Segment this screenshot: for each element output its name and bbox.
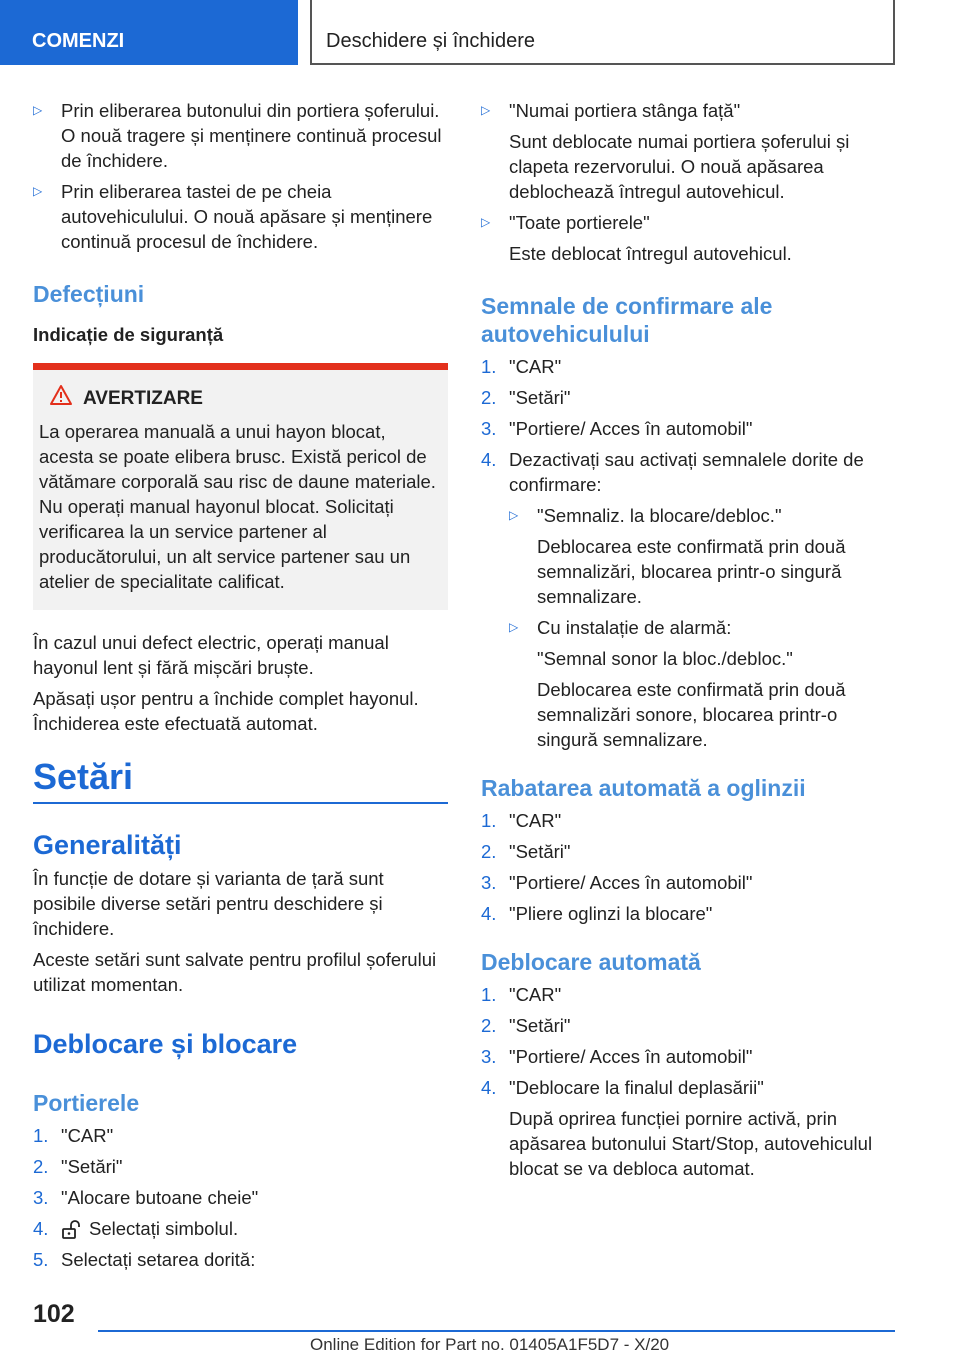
list-item: ▷ "Toate portierele" xyxy=(481,212,650,233)
defects-heading: Defecțiuni xyxy=(33,281,145,307)
option-quote: "Semnal sonor la bloc./debloc." xyxy=(537,648,793,669)
list-item: ▷ "Numai portiera stânga față" xyxy=(481,100,741,121)
triangle-bullet-icon: ▷ xyxy=(33,184,43,198)
step-item: 2. "Setări" xyxy=(33,1156,123,1177)
step-item: 3. "Portiere/ Acces în automobil" xyxy=(481,418,753,439)
option-description: După oprirea funcției pornire activă, prin apăsarea butonului Start/Stop, autovehiculul blocat se va debloca automat. xyxy=(509,1108,873,1179)
paragraph: Apăsați ușor pentru a închide complet hayonul. Închiderea este efectuată automat. xyxy=(33,688,419,734)
chapter-tab[interactable]: COMENZI xyxy=(0,0,298,65)
step-item: 1. "CAR" xyxy=(481,356,562,377)
triangle-bullet-icon: ▷ xyxy=(481,103,491,117)
paragraph: În funcție de dotare și varianta de țară sunt posibile diverse setări pentru deschidere și închidere. xyxy=(33,868,384,939)
step-item: 2. "Setări" xyxy=(481,841,571,862)
step-item: 2. "Setări" xyxy=(481,387,571,408)
warning-text: La operarea manuală a unui hayon blocat, acesta se poate elibera brusc. Există pericol de vătămare corporală sau risc de daune materiale. Nu operați manual hayonul blocat. Solicitați verificarea la un service partener al producătorului, un alt service partener sau un atelier de specialitate calificat. xyxy=(39,421,436,592)
triangle-bullet-icon: ▷ xyxy=(33,103,43,117)
warning-box xyxy=(33,363,448,610)
list-item: ▷ "Semnaliz. la blocare/debloc." xyxy=(509,505,782,526)
safety-heading: Indicație de siguranță xyxy=(33,324,224,345)
option-description: Este deblocat întregul autovehicul. xyxy=(509,243,792,264)
option-description: Deblocarea este confirmată prin două semnalizări, blocarea printr-o singură semnalizare. xyxy=(537,536,846,607)
list-item: ▷ Prin eliberarea butonului din portiera șoferului. O nouă tragere și menținere continuă procesul de închidere. xyxy=(33,100,442,171)
step-item: 3. "Alocare butoane cheie" xyxy=(33,1187,259,1208)
step-item: 2. "Setări" xyxy=(481,1015,571,1036)
step-item: 4. "Deblocare la finalul deplasării" xyxy=(481,1077,764,1098)
step-item: 1. "CAR" xyxy=(481,984,562,1005)
warning-triangle-icon xyxy=(49,384,73,406)
step-item: 5. Selectați setarea dorită: xyxy=(33,1249,256,1270)
unlock-icon xyxy=(61,1220,81,1240)
step-item: 4. "Pliere oglinzi la blocare" xyxy=(481,903,713,924)
unlock-lock-heading: Deblocare și blocare xyxy=(33,1029,298,1059)
right-column xyxy=(481,98,893,1187)
section-title: Deschidere și închidere xyxy=(310,0,895,65)
edition-footer: Online Edition for Part no. 01405A1F5D7 - X/20 xyxy=(310,1335,670,1354)
page-number: 102 xyxy=(33,1300,75,1328)
footer-rule xyxy=(98,1330,895,1332)
step-item: 4. Selectați simbolul. xyxy=(33,1218,239,1239)
sub-list xyxy=(509,503,893,752)
warning-title: AVERTIZARE xyxy=(39,386,442,411)
step-item: 3. "Portiere/ Acces în automobil" xyxy=(481,872,753,893)
paragraph: În cazul unui defect electric, operați manual hayonul lent și fără mișcări bruște. xyxy=(33,632,389,678)
step-item: 3. "Portiere/ Acces în automobil" xyxy=(481,1046,753,1067)
list-item: ▷ Prin eliberarea tastei de pe cheia autovehiculului. O nouă apăsare și menținere continuă procesul de închidere. xyxy=(33,181,433,252)
auto-unlock-heading: Deblocare automată xyxy=(481,949,701,975)
doors-heading: Portierele xyxy=(33,1090,140,1116)
step-item: 1. "CAR" xyxy=(481,810,562,831)
list-item: ▷ Cu instalație de alarmă: xyxy=(509,617,732,638)
general-heading: Generalități xyxy=(33,830,182,860)
left-column xyxy=(33,98,448,1278)
option-description: Deblocarea este confirmată prin două semnalizări sonore, blocarea printr-o singură semnalizare. xyxy=(537,679,846,750)
option-description: Sunt deblocate numai portiera șoferului și clapeta rezervorului. O nouă apăsarea deblochează întregul autovehicul. xyxy=(509,131,850,202)
triangle-bullet-icon: ▷ xyxy=(509,508,519,522)
confirm-signals-heading: Semnale de confirmare ale autovehiculului xyxy=(481,293,773,347)
settings-heading: Setări xyxy=(33,756,448,804)
triangle-bullet-icon: ▷ xyxy=(509,620,519,634)
step-item: 1. "CAR" xyxy=(33,1125,114,1146)
step-item: 4. Dezactivați sau activați semnalele dorite de confirmare: xyxy=(481,449,864,495)
triangle-bullet-icon: ▷ xyxy=(481,215,491,229)
paragraph: Aceste setări sunt salvate pentru profilul șoferului utilizat momentan. xyxy=(33,949,437,995)
mirror-folding-heading: Rabatarea automată a oglinzii xyxy=(481,775,806,801)
